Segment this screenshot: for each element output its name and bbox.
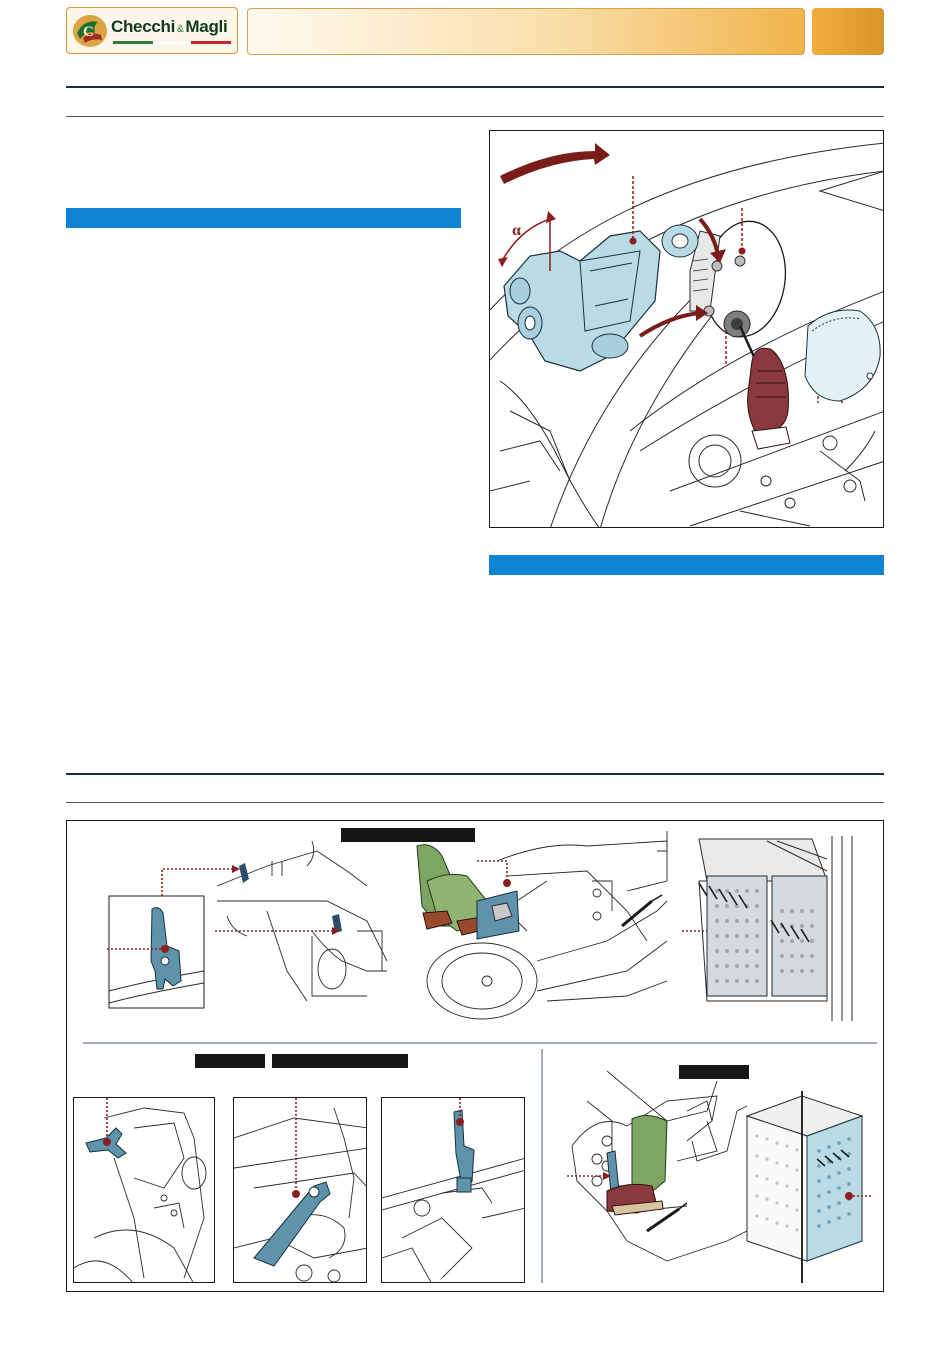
logo-wordmark: Checchi & Magli [111,17,228,36]
page-number-tab [812,8,884,55]
detail-frame-2 [233,1097,367,1283]
section-rule-top [66,86,884,88]
section-rule-lower [66,773,884,775]
detail-frame-3 [381,1097,525,1283]
section-bar-left [66,208,461,228]
section-bar-right [489,555,884,575]
shaft-lever-icon [382,1098,525,1283]
label-box-right [679,1065,749,1079]
brand-logo [66,7,238,54]
page-title-bar [247,8,805,55]
section-rule-sub [66,116,884,117]
logo-flag-stripe [113,41,231,44]
label-box-left-b [272,1054,408,1068]
levers-figure [66,820,884,1292]
wing-lever-icon [74,1098,215,1283]
detail-frame-1 [73,1097,215,1283]
angle-symbol: α [512,222,521,239]
seed-disc-figure [489,130,884,528]
logo-emblem-icon [71,13,109,49]
section-rule-lower-sub [66,802,884,803]
label-box-left-a [195,1054,265,1068]
label-box-top [341,828,475,842]
flat-lever-icon [234,1098,367,1283]
svg-text:C: C [83,24,94,40]
seed-disc-assembly-illustration [490,131,884,528]
